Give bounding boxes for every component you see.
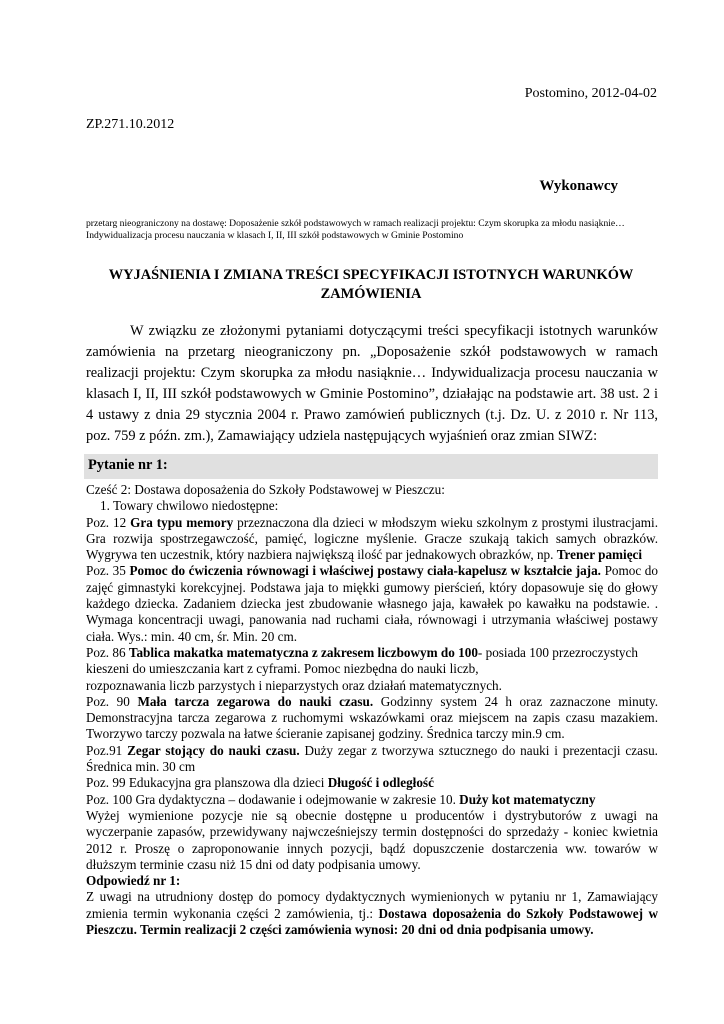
item-poz-90	[86, 694, 658, 743]
item-name: Tablica makatka matematyczna z zakresem liczbowym do 100	[128, 644, 478, 660]
place-date: Postomino, 2012-04-02	[524, 86, 657, 101]
item-name: Zegar stojący do nauki czasu.	[127, 742, 300, 758]
list-item: 1. Towary chwilowo niedostępne:	[100, 498, 279, 514]
document-title: WYJAŚNIENIA I ZMIANA TREŚCI SPECYFIKACJI ISTOTNYCH WARUNKÓW ZAMÓWIENIA	[108, 267, 634, 302]
item-description: Poz. 100 Gra dydaktyczna – dodawanie i odejmowanie w zakresie 10.	[86, 791, 460, 807]
answer-text-plain: Z uwagi na utrudniony dostęp do pomocy dydaktycznych wymienionych w pytaniu nr 1, Zamawiający zmienia termin wykonania części 2 zamówienia, tj.:	[86, 889, 658, 921]
item-number: Poz. 35	[86, 563, 130, 579]
item-name: Długość i odległość	[327, 775, 434, 791]
part-heading: Cześć 2: Dostawa doposażenia do Szkoły Podstawowej w Pieszczu:	[86, 482, 445, 497]
item-poz-35	[86, 563, 658, 644]
answer-label	[86, 873, 658, 889]
reference-number: ZP.271.10.2012	[86, 117, 175, 132]
answer-text	[86, 889, 658, 938]
addressee: Wykonawcy	[539, 178, 618, 194]
question-closing: Wyżej wymienione pozycje nie są obecnie dostępne u producentów i dystrybutorów z uwagi na wyczerpanie zapasów, przewidywany najwcześniejszy termin dostępności do sprzedaży - koniec kwietnia 2012 r. Proszę o zaproponowanie innych pozycji, bądź dopuszczenie dostarczenia ww. towarów w dłuższym terminie czasu niż 15 dni od daty podpisania umowy.	[86, 807, 658, 872]
item-poz-91	[86, 743, 658, 776]
answer-text-bold: Dostawa doposażenia do Szkoły Podstawowej w Pieszczu. Termin realizacji 2 części zamówienia wynosi: 20 dni od dnia podpisania umowy.	[86, 905, 659, 938]
item-poz-100	[86, 792, 658, 808]
item-name: Mała tarcza zegarowa do nauki czasu.	[137, 693, 374, 709]
item-description: Poz. 99 Edukacyjna gra planszowa dla dzieci	[86, 775, 328, 791]
question-header-bar	[84, 454, 658, 479]
item-poz-86-continued: rozpoznawania liczb parzystych i nieparzystych oraz działań matematycznych.	[86, 677, 502, 693]
item-description: Duży zegar z tworzywa sztucznego do nauki i prezentacji czasu. Średnica min. 30 cm	[86, 742, 658, 775]
item-description: - posiada 100 przezroczystych kieszeni do umieszczania kart z cyframi. Pomoc niezbędna do nauki liczb,	[86, 644, 638, 677]
item-example: Trener pamięci	[556, 547, 643, 563]
item-description: Pomoc do zajęć gimnastyki korekcyjnej. Podstawa jaja to miękki gumowy pierścień, który dopasowuje się do głowy każdego dziecka. Zadaniem dziecka jest zbudowanie własnego jaja, kawałek po kawałku na podstawie. . Wymaga koncentracji uwagi, panowania nad ruchami ciała, równowagi i utrzymania właściwej postawy ciała. Wys.: min. 40 cm, śr. Min. 20 cm.	[86, 563, 658, 644]
item-number: Poz. 12	[86, 514, 131, 530]
item-number: Poz. 90	[86, 693, 138, 709]
tender-subject: przetarg nieograniczony na dostawę: Doposażenie szkół podstawowych w ramach realizacji projektu: Czym skorupka za młodu nasiąknie… Indywidualizacja procesu nauczania w klasach I, II, III szkół podstawowych w Gminie Postomino	[86, 218, 625, 241]
item-name: Gra typu memory	[130, 514, 234, 530]
item-number: Poz.91	[86, 742, 128, 758]
item-name: Duży kot matematyczny	[459, 791, 596, 807]
item-name: Pomoc do ćwiczenia równowagi i właściwej postawy ciała-kapelusz w kształcie jaja.	[129, 563, 601, 579]
item-number: Poz. 86	[86, 644, 129, 660]
item-poz-99	[86, 775, 658, 791]
item-description: przeznaczona dla dzieci w młodszym wieku szkolnym z prostymi ilustracjami. Gra rozwija spostrzegawczość, pamięć, logiczne myślenie. Gracze szukają takich samych obrazków. Wygrywa ten uczestnik, który nazbiera największą ilość par jednakowych obrazków, np.	[86, 514, 659, 563]
question-body	[86, 482, 658, 938]
intro-paragraph: W związku ze złożonymi pytaniami dotyczącymi treści specyfikacji istotnych warunków zamówienia na przetarg nieograniczony pn. „Doposażenie szkół podstawowych w ramach realizacji projektu: Czym skorupka za młodu nasiąknie… Indywidualizacja procesu nauczania w klasach I, II, III szkół podstawowych w Gminie Postomino”, działając na podstawie art. 38 ust. 2 i 4 ustawy z dnia 29 stycznia 2004 r. Prawo zamówień publicznych (t.j. Dz. U. z 2010 r. Nr 113, poz. 759 z późn. zm.), Zamawiający udziela następujących wyjaśnień oraz zmian SIWZ:	[86, 323, 658, 444]
item-poz-12	[86, 515, 658, 564]
item-poz-86	[86, 645, 658, 678]
answer-label-text: Odpowiedź nr 1:	[86, 873, 181, 889]
question-label: Pytanie nr 1:	[88, 457, 168, 473]
item-description: Godzinny system 24 h oraz zaznaczone minuty. Demonstracyjna tarcza zegarowa z ruchomymi wskazówkami oraz miejscem na zapis czasu mazakiem. Tworzywo tarczy pozwala na łatwe ścieranie zapisanej godziny. Średnica tarczy min.9 cm.	[86, 693, 659, 742]
